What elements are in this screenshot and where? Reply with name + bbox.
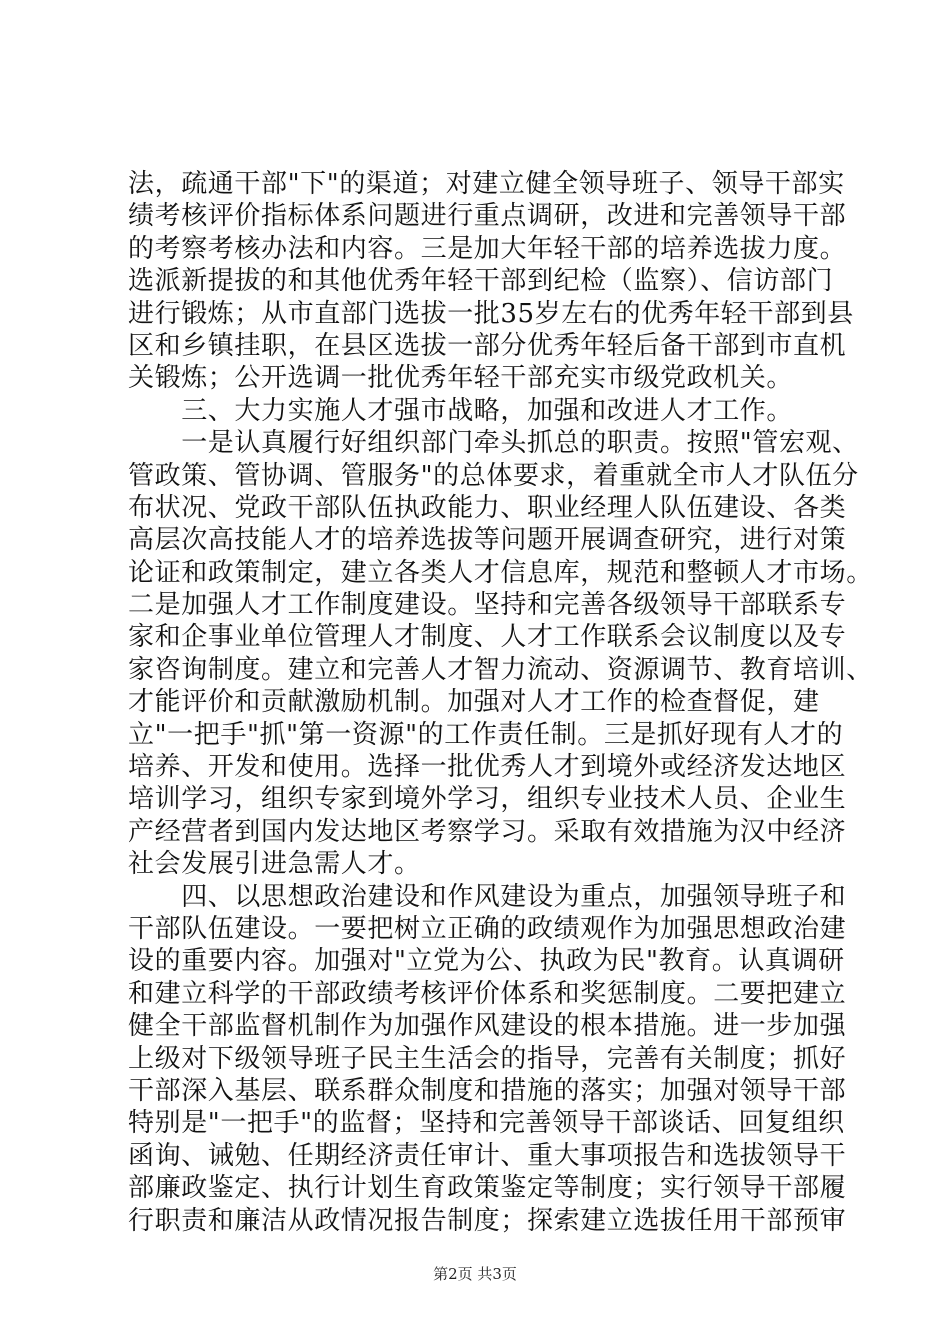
text-line: 区和乡镇挂职，在县区选拔一部分优秀年轻后备干部到市直机 xyxy=(128,330,847,361)
page-number-footer: 第2页 共3页 xyxy=(433,1265,517,1283)
text-line: 培养、开发和使用。选择一批优秀人才到境外或经济发达地区 xyxy=(128,752,847,783)
text-line: 布状况、党政干部队伍执政能力、职业经理人队伍建设、各类 xyxy=(128,492,847,523)
text-line: 关锻炼；公开选调一批优秀年轻干部充实市级党政机关。 xyxy=(128,363,794,394)
text-line: 才能评价和贡献激励机制。加强对人才工作的检查督促，建 xyxy=(128,687,820,718)
text-line: 一是认真履行好组织部门牵头抓总的职责。按照"管宏观、 xyxy=(128,428,859,459)
text-line: 绩考核评价指标体系问题进行重点调研，改进和完善领导干部 xyxy=(128,201,847,232)
text-line: 行职责和廉洁从政情况报告制度；探索建立选拔任用干部预审 xyxy=(128,1205,847,1236)
body-text xyxy=(128,168,873,1237)
text-line: 家咨询制度。建立和完善人才智力流动、资源调节、教育培训、 xyxy=(128,654,873,685)
text-line: 和建立科学的干部政绩考核评价体系和奖惩制度。二要把建立 xyxy=(128,978,847,1009)
text-line: 干部深入基层、联系群众制度和措施的落实；加强对领导干部 xyxy=(128,1075,847,1106)
text-line: 上级对下级领导班子民主生活会的指导，完善有关制度；抓好 xyxy=(128,1043,847,1074)
text-line: 进行锻炼；从市直部门选拔一批35岁左右的优秀年轻干部到县 xyxy=(128,298,854,329)
text-line: 特别是"一把手"的监督；坚持和完善领导干部谈话、回复组织 xyxy=(128,1108,845,1139)
text-line: 立"一把手"抓"第一资源"的工作责任制。三是抓好现有人才的 xyxy=(128,719,844,750)
text-line: 家和企事业单位管理人才制度、人才工作联系会议制度以及专 xyxy=(128,622,847,653)
text-line: 健全干部监督机制作为加强作风建设的根本措施。进一步加强 xyxy=(128,1011,847,1042)
section-heading: 四、以思想政治建设和作风建设为重点，加强领导班子和 xyxy=(128,881,847,912)
text-line: 培训学习，组织专家到境外学习，组织专业技术人员、企业生 xyxy=(128,784,847,815)
text-line: 选派新提拔的和其他优秀年轻干部到纪检（监察）、信访部门 xyxy=(128,266,834,297)
text-line: 论证和政策制定，建立各类人才信息库，规范和整顿人才市场。 xyxy=(128,557,873,588)
text-line: 高层次高技能人才的培养选拔等问题开展调查研究，进行对策 xyxy=(128,525,847,556)
text-line: 的考察考核办法和内容。三是加大年轻干部的培养选拔力度。 xyxy=(128,233,847,264)
text-line: 社会发展引进急需人才。 xyxy=(128,849,421,880)
text-line: 干部队伍建设。一要把树立正确的政绩观作为加强思想政治建 xyxy=(128,913,847,944)
text-line: 产经营者到国内发达地区考察学习。采取有效措施为汉中经济 xyxy=(128,816,847,847)
section-heading: 三、大力实施人才强市战略，加强和改进人才工作。 xyxy=(128,395,794,426)
text-line: 设的重要内容。加强对"立党为公、执政为民"教育。认真调研 xyxy=(128,946,845,977)
text-line: 函询、诫勉、任期经济责任审计、重大事项报告和选拔领导干 xyxy=(128,1140,847,1171)
text-line: 二是加强人才工作制度建设。坚持和完善各级领导干部联系专 xyxy=(128,590,847,621)
text-line: 部廉政鉴定、执行计划生育政策鉴定等制度；实行领导干部履 xyxy=(128,1173,847,1204)
text-line: 法，疏通干部"下"的渠道；对建立健全领导班子、领导干部实 xyxy=(128,169,845,199)
text-line: 管政策、管协调、管服务"的总体要求，着重就全市人才队伍分 xyxy=(128,460,859,491)
